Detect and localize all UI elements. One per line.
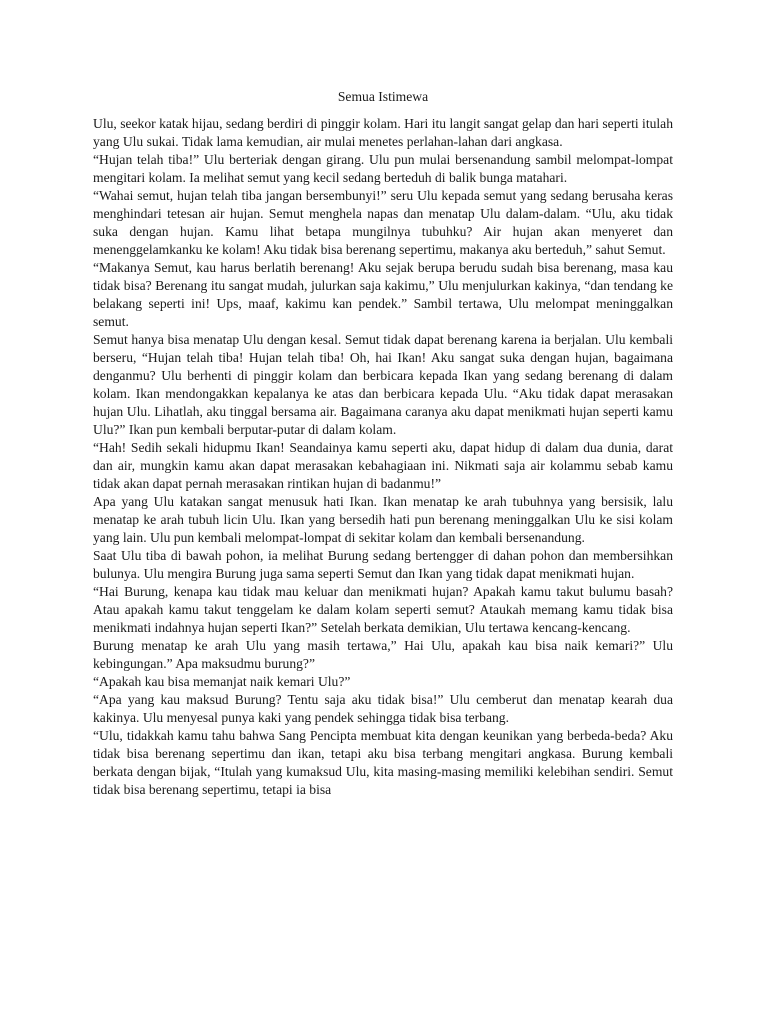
story-paragraph: “Apakah kau bisa memanjat naik kemari Ulu?” xyxy=(93,674,351,689)
story-paragraph: “Hai Burung, kenapa kau tidak mau keluar dan menikmati hujan? Apakah kamu takut bulumu basah? Atau apakah kamu takut tenggelam ke dalam kolam seperti semut? Ataukah memang kamu tidak bisa menikmati indahnya hujan seperti Ikan?” Setelah berkata demikian, Ulu tertawa kencang-kencang. xyxy=(93,584,673,635)
document-title: Semua Istimewa xyxy=(337,89,429,104)
story-paragraph: “Hah! Sedih sekali hidupmu Ikan! Seandainya kamu seperti aku, dapat hidup di dalam dua dunia, darat dan air, mungkin kamu akan dapat merasakan kebahagiaan ini. Nikmati saja air kolammu sebab kamu tidak akan dapat pernah merasakan rintikan hujan di badanmu!” xyxy=(93,440,673,491)
story-paragraph: Ulu, seekor katak hijau, sedang berdiri di pinggir kolam. Hari itu langit sangat gelap dan hari seperti itulah yang Ulu sukai. Tidak lama kemudian, air mulai menetes perlahan-lahan dari angkasa. xyxy=(93,116,673,149)
story-paragraph: Saat Ulu tiba di bawah pohon, ia melihat Burung sedang bertengger di dahan pohon dan membersihkan bulunya. Ulu mengira Burung juga sama seperti Semut dan Ikan yang tidak dapat menikmati hujan. xyxy=(93,548,673,581)
story-paragraph: “Ulu, tidakkah kamu tahu bahwa Sang Pencipta membuat kita dengan keunikan yang berbeda-beda? Aku tidak bisa berenang sepertimu dan ikan, tetapi aku bisa terbang mengitari angkasa. Burung kembali berkata dengan bijak, “Itulah yang kumaksud Ulu, kita masing-masing memiliki kelebihan sendiri. Semut tidak bisa berenang sepertimu, tetapi ia bisa xyxy=(93,728,673,797)
story-paragraph: “Wahai semut, hujan telah tiba jangan bersembunyi!” seru Ulu kepada semut yang sedang berusaha keras menghindari tetesan air hujan. Semut menghela napas dan menatap Ulu dalam-dalam. “Ulu, aku tidak suka dengan hujan. Kamu lihat betapa mungilnya tubuhku? Air hujan akan menyeret dan menenggelamkanku ke kolam! Aku tidak bisa berenang sepertimu, makanya aku berteduh,” sahut Semut. xyxy=(93,188,673,257)
document-page xyxy=(93,88,673,799)
story-paragraph: Apa yang Ulu katakan sangat menusuk hati Ikan. Ikan menatap ke arah tubuhnya yang bersisik, lalu menatap ke arah tubuh licin Ulu. Ikan yang bersedih hati pun berenang meninggalkan Ulu ke sisi kolam yang lain. Ulu pun kembali melompat-lompat di sekitar kolam dan kembali bersenandung. xyxy=(93,494,673,545)
story-paragraph: “Makanya Semut, kau harus berlatih berenang! Aku sejak berupa berudu sudah bisa berenang, masa kau tidak bisa? Berenang itu sangat mudah, julurkan saja kakimu,” Ulu menjulurkan kakinya, “dan tendang ke belakang seperti ini! Ups, maaf, kakimu kan pendek.” Sambil tertawa, Ulu melompat meninggalkan semut. xyxy=(93,260,673,329)
story-paragraph: Burung menatap ke arah Ulu yang masih tertawa,” Hai Ulu, apakah kau bisa naik kemari?” Ulu kebingungan.” Apa maksudmu burung?” xyxy=(93,638,673,671)
story-paragraph: “Apa yang kau maksud Burung? Tentu saja aku tidak bisa!” Ulu cemberut dan menatap kearah dua kakinya. Ulu menyesal punya kaki yang pendek sehingga tidak bisa terbang. xyxy=(93,692,673,725)
story-paragraph: Semut hanya bisa menatap Ulu dengan kesal. Semut tidak dapat berenang karena ia berjalan. Ulu kembali berseru, “Hujan telah tiba! Hujan telah tiba! Oh, hai Ikan! Aku sangat suka dengan hujan, bagaimana denganmu? Ulu berhenti di pinggir kolam dan berbicara kepada Ikan yang sedang berenang di dalam kolam. Ikan mendongakkan kepalanya ke atas dan berbicara kepada Ulu. “Aku tidak dapat merasakan hujan Ulu. Lihatlah, aku tinggal bersama air. Bagaimana caranya aku dapat menikmati hujan seperti kamu Ulu?” Ikan pun kembali berputar-putar di dalam kolam. xyxy=(93,332,673,437)
story-paragraph: “Hujan telah tiba!” Ulu berteriak dengan girang. Ulu pun mulai bersenandung sambil melompat-lompat mengitari kolam. Ia melihat semut yang kecil sedang berteduh di balik bunga matahari. xyxy=(93,152,673,185)
